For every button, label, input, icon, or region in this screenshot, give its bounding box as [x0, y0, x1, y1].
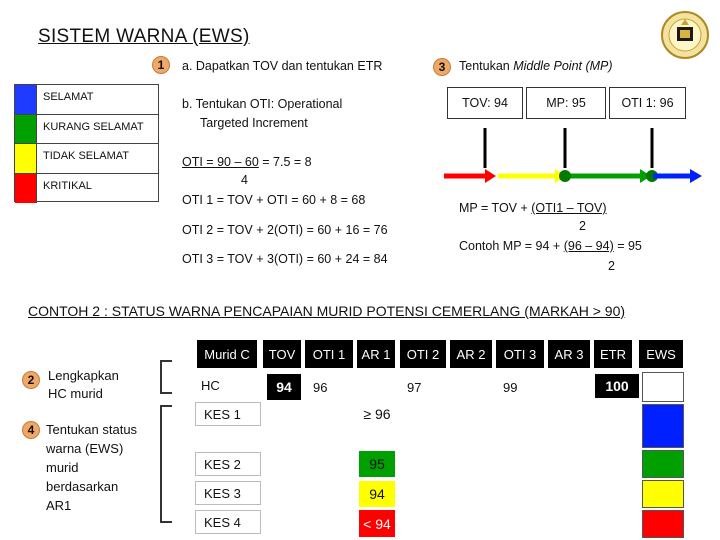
kes-3-label: KES 3: [195, 481, 261, 505]
contoh-2-heading: CONTOH 2 : STATUS WARNA PENCAPAIAN MURID POTENSI CEMERLANG (MARKAH > 90): [28, 303, 626, 319]
ews-empty-box: [642, 372, 684, 402]
header-ews: EWS: [639, 340, 683, 368]
step-2-text-2: HC murid: [48, 386, 103, 401]
legend-swatch: [15, 115, 37, 144]
step-3-title-em: Middle Point (MP): [513, 59, 613, 73]
header-ar3: AR 3: [548, 340, 590, 368]
ministry-logo-icon: [660, 10, 710, 60]
legend-swatch: [15, 85, 37, 114]
mp-formula: [459, 200, 607, 217]
oti-result: = 7.5 = 8: [262, 155, 312, 169]
kes-4-label: KES 4: [195, 510, 261, 534]
oti-denominator: 4: [241, 173, 248, 187]
legend-row-selamat: [15, 85, 158, 115]
blue-arrowhead: [690, 169, 702, 183]
legend-row-tidak-selamat: [15, 144, 158, 174]
ews-legend: [14, 84, 159, 202]
mp-formula-pre: MP = TOV +: [459, 201, 532, 215]
header-ar2: AR 2: [450, 340, 492, 368]
hc-oti1-value: 96: [313, 379, 328, 395]
mp-formula-numerator: (OTI1 – TOV): [531, 201, 607, 215]
legend-label: KRITIKAL: [43, 179, 92, 192]
legend-label: KURANG SELAMAT: [43, 120, 144, 133]
ews-table: [193, 340, 713, 540]
ews-green-box: [642, 450, 684, 478]
step-2-badge: 2: [22, 371, 40, 389]
oti1-box: OTI 1: 96: [609, 87, 686, 119]
step-4-text: [46, 420, 137, 515]
ews-blue-box: [642, 404, 684, 448]
mp-example-denominator: 2: [608, 259, 615, 273]
mp-example: [459, 238, 642, 255]
header-tov: TOV: [263, 340, 301, 368]
legend-label: TIDAK SELAMAT: [43, 150, 129, 162]
kes-4-value: < 94: [359, 510, 395, 537]
step-2-text-1: Lengkapkan: [48, 368, 119, 383]
page-title: SISTEM WARNA (EWS): [38, 26, 250, 47]
step-1-b-text: b. Tentukan OTI: Operational: [182, 97, 343, 111]
kes-2-label: KES 2: [195, 452, 261, 476]
step-3-badge: 3: [433, 58, 451, 76]
step-4-line: warna (EWS): [46, 441, 124, 456]
mp-box: MP: 95: [526, 87, 606, 119]
kes-3-value: 94: [359, 481, 395, 507]
mp-example-pre: Contoh MP = 94 +: [459, 239, 564, 253]
step-3-title-pre: Tentukan: [459, 59, 514, 73]
step-4-line: berdasarkan: [46, 479, 119, 494]
header-murid-c: Murid C: [197, 340, 257, 368]
legend-swatch: [15, 144, 37, 173]
step-4-line: murid: [46, 460, 79, 475]
step-4-badge: 4: [22, 421, 40, 439]
oti-2-formula: OTI 2 = TOV + 2(OTI) = 60 + 16 = 76: [182, 223, 388, 237]
legend-row-kurang-selamat: [15, 115, 158, 145]
kes-1-label: KES 1: [195, 402, 261, 426]
red-arrowhead: [485, 169, 496, 183]
step-4-line: AR1: [46, 498, 72, 513]
header-etr: ETR: [594, 340, 632, 368]
oti-formula: [182, 154, 312, 171]
mp-formula-denominator: 2: [579, 219, 586, 233]
legend-label: SELAMAT: [43, 91, 94, 103]
header-oti3: OTI 3: [496, 340, 544, 368]
hc-tov-value: 94: [267, 374, 301, 400]
tov-box: TOV: 94: [447, 87, 523, 119]
mp-point: [559, 170, 571, 182]
header-ar1: AR 1: [357, 340, 395, 368]
step-2-bracket: [160, 360, 172, 394]
kes-2-value: 95: [359, 451, 395, 477]
oti-3-formula: OTI 3 = TOV + 3(OTI) = 60 + 24 = 84: [182, 252, 388, 266]
ews-yellow-box: [642, 480, 684, 508]
middle-point-arrow-diagram: [440, 120, 710, 190]
step-4-line: Tentukan status: [46, 422, 138, 437]
hc-oti2-value: 97: [407, 379, 422, 395]
kes-1-value: ≥ 96: [363, 406, 391, 422]
oti-numerator: OTI = 90 – 60: [182, 155, 259, 169]
legend-swatch: [15, 174, 37, 204]
header-oti1: OTI 1: [305, 340, 353, 368]
header-oti2: OTI 2: [400, 340, 446, 368]
mp-example-numerator: (96 – 94): [563, 239, 614, 253]
step-1-b-text-2: Targeted Increment: [200, 116, 308, 130]
legend-row-kritikal: [15, 174, 158, 204]
mp-example-post: = 95: [613, 239, 642, 253]
step-1-badge: 1: [152, 56, 170, 74]
step-1-a-text: a. Dapatkan TOV dan tentukan ETR: [182, 59, 383, 73]
hc-label: HC: [201, 377, 220, 393]
oti-1-formula: OTI 1 = TOV + OTI = 60 + 8 = 68: [182, 193, 366, 207]
step-3-title: [459, 58, 613, 75]
hc-oti3-value: 99: [503, 379, 518, 395]
ews-red-box: [642, 510, 684, 538]
step-4-bracket: [160, 405, 172, 523]
hc-etr-value: 100: [595, 374, 639, 398]
